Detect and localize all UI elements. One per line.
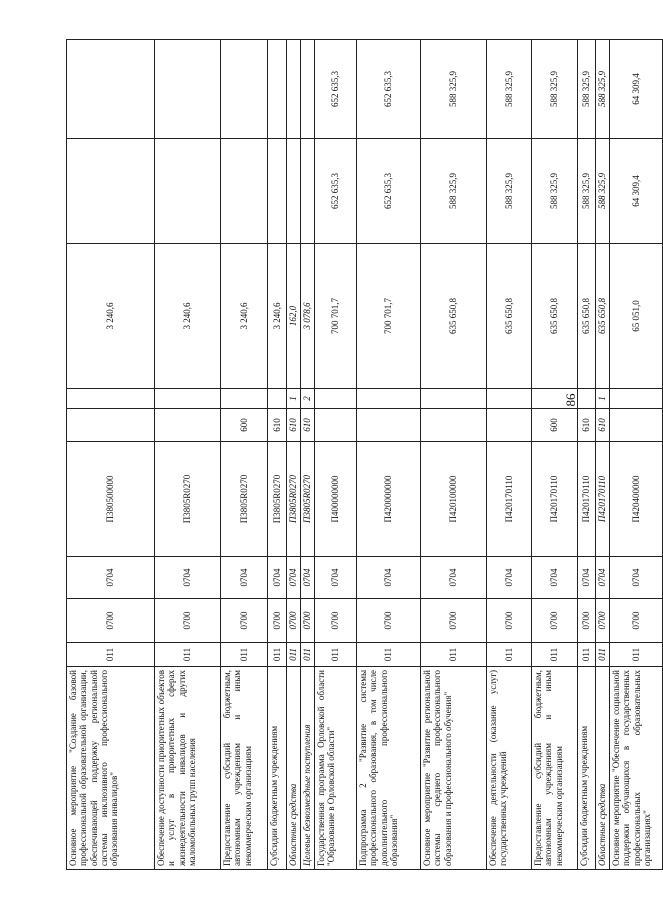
grbs-code: 011 [596,643,610,667]
expense-type: 610 [596,409,610,442]
table-row [532,40,578,870]
expense-type [487,409,532,442]
page-number: 86 [563,393,578,407]
budget-table [66,39,663,870]
table-row [578,40,596,870]
row-name: Субсидии бюджетным учреждениям [578,667,596,870]
section-code: 0700 [421,599,487,643]
amount-year-3: 652 635,3 [315,40,357,139]
source-code: 2 [301,389,315,409]
table-row [268,40,287,870]
subsection-code: 0704 [287,557,301,599]
amount-year-1: 635 650,8 [421,244,487,389]
subsection-code: 0704 [421,557,487,599]
target-article: П3805R0270 [221,442,268,557]
target-article: П420170110 [578,442,596,557]
amount-year-2: 64 309,4 [610,139,663,244]
section-code: 0700 [315,599,357,643]
source-code [268,389,287,409]
grbs-code: 011 [532,643,578,667]
table-row [357,40,421,870]
section-code: 0700 [610,599,663,643]
amount-year-3 [287,40,301,139]
amount-year-1: 162,0 [287,244,301,389]
grbs-code: 011 [487,643,532,667]
source-code [487,389,532,409]
table-row [596,40,610,870]
amount-year-2 [67,139,155,244]
amount-year-2: 588 325,9 [596,139,610,244]
source-code: 1 [596,389,610,409]
grbs-code: 011 [610,643,663,667]
row-name: Областные средства [287,667,301,870]
amount-year-2: 652 635,3 [315,139,357,244]
expense-type: 600 [221,409,268,442]
grbs-code: 011 [578,643,596,667]
source-code [315,389,357,409]
target-article: П3805R0270 [268,442,287,557]
subsection-code: 0704 [155,557,221,599]
grbs-code: 011 [67,643,155,667]
amount-year-3 [221,40,268,139]
subsection-code: 0704 [67,557,155,599]
source-code [532,389,578,409]
section-code: 0700 [155,599,221,643]
target-article: П400000000 [315,442,357,557]
expense-type: 610 [287,409,301,442]
source-code [610,389,663,409]
expense-type [67,409,155,442]
row-name: Обеспечение доступности приоритетных объектов и услуг в приоритетных сферах жизнедеятельности инвалидов и других маломобильных групп населения [155,667,221,870]
amount-year-2: 588 325,9 [532,139,578,244]
amount-year-1: 635 650,8 [578,244,596,389]
amount-year-2: 588 325,9 [421,139,487,244]
grbs-code: 011 [155,643,221,667]
table-row [221,40,268,870]
amount-year-3: 588 325,9 [596,40,610,139]
table-row [610,40,663,870]
amount-year-1: 635 650,8 [532,244,578,389]
amount-year-1: 700 701,7 [357,244,421,389]
subsection-code: 0704 [357,557,421,599]
row-name: Основное мероприятие "Создание базовой профессиональной образовательной организации, обеспечивающей поддержку региональной системы инклюзивного профессионального образования инвалидов" [67,667,155,870]
amount-year-1: 3 240,6 [221,244,268,389]
budget-table-container [66,40,653,870]
amount-year-2 [301,139,315,244]
source-code [67,389,155,409]
target-article: П380500000 [67,442,155,557]
table-row [155,40,221,870]
expense-type [357,409,421,442]
amount-year-1: 635 650,8 [596,244,610,389]
source-code: 1 [287,389,301,409]
row-name: Государственная программа Орловской области "Образование в Орловской области" [315,667,357,870]
table-row [301,40,315,870]
amount-year-1: 65 051,0 [610,244,663,389]
target-article: П420170110 [487,442,532,557]
amount-year-2: 652 635,3 [357,139,421,244]
expense-type: 610 [268,409,287,442]
target-article: П420400000 [610,442,663,557]
grbs-code: 011 [287,643,301,667]
section-code: 0700 [67,599,155,643]
row-name: Основное мероприятие "Развитие региональной системы среднего профессионального образования и профессионального обучения" [421,667,487,870]
amount-year-3 [67,40,155,139]
subsection-code: 0704 [301,557,315,599]
row-name: Областные средства [596,667,610,870]
source-code [578,389,596,409]
amount-year-1: 700 701,7 [315,244,357,389]
target-article: П3805R0270 [301,442,315,557]
amount-year-3: 64 309,4 [610,40,663,139]
section-code: 0700 [578,599,596,643]
amount-year-2 [287,139,301,244]
section-code: 0700 [532,599,578,643]
section-code: 0700 [301,599,315,643]
grbs-code: 011 [357,643,421,667]
grbs-code: 011 [315,643,357,667]
amount-year-2: 588 325,9 [487,139,532,244]
expense-type [315,409,357,442]
amount-year-3: 652 635,3 [357,40,421,139]
amount-year-1: 3 078,6 [301,244,315,389]
row-name: Субсидии бюджетным учреждениям [268,667,287,870]
subsection-code: 0704 [315,557,357,599]
table-row [287,40,301,870]
subsection-code: 0704 [487,557,532,599]
row-name: Предоставление субсидий бюджетным, автономным учреждениям и иным некоммерческим организациям [532,667,578,870]
expense-type [421,409,487,442]
table-row [421,40,487,870]
expense-type [610,409,663,442]
subsection-code: 0704 [268,557,287,599]
target-article: П420170110 [596,442,610,557]
grbs-code: 011 [421,643,487,667]
subsection-code: 0704 [610,557,663,599]
amount-year-2 [155,139,221,244]
grbs-code: 011 [221,643,268,667]
amount-year-3 [301,40,315,139]
table-body [67,40,663,870]
grbs-code: 011 [268,643,287,667]
amount-year-1: 3 240,6 [155,244,221,389]
amount-year-3 [155,40,221,139]
target-article: П420170110 [532,442,578,557]
subsection-code: 0704 [578,557,596,599]
section-code: 0700 [268,599,287,643]
amount-year-2 [268,139,287,244]
amount-year-3 [268,40,287,139]
table-row [315,40,357,870]
expense-type: 600 [532,409,578,442]
expense-type: 610 [301,409,315,442]
grbs-code: 011 [301,643,315,667]
row-name: Обеспечение деятельности (оказание услуг) государственных учреждений [487,667,532,870]
row-name: Подпрограмма 2 "Развитие системы профессионального образования, в том числе дополнительного профессионального образования" [357,667,421,870]
source-code [155,389,221,409]
table-row [67,40,155,870]
subsection-code: 0704 [532,557,578,599]
amount-year-3: 588 325,9 [532,40,578,139]
row-name: Основное мероприятие "Обеспечение социальной поддержки обучающихся в государственных профессиональных образовательных организациях" [610,667,663,870]
row-name: Предоставление субсидий бюджетным, автономным учреждениям и иным некоммерческим организациям [221,667,268,870]
section-code: 0700 [487,599,532,643]
amount-year-3: 588 325,9 [421,40,487,139]
target-article: П420100000 [421,442,487,557]
source-code [421,389,487,409]
table-row [487,40,532,870]
amount-year-1: 3 240,6 [67,244,155,389]
subsection-code: 0704 [596,557,610,599]
amount-year-2 [221,139,268,244]
expense-type [155,409,221,442]
target-article: П420000000 [357,442,421,557]
amount-year-1: 3 240,6 [268,244,287,389]
target-article: П3805R0270 [287,442,301,557]
amount-year-3: 588 325,9 [578,40,596,139]
row-name: Целевые безвозмездные поступления [301,667,315,870]
amount-year-1: 635 650,8 [487,244,532,389]
amount-year-3: 588 325,9 [487,40,532,139]
expense-type: 610 [578,409,596,442]
section-code: 0700 [357,599,421,643]
target-article: П3805R0270 [155,442,221,557]
source-code [221,389,268,409]
subsection-code: 0704 [221,557,268,599]
section-code: 0700 [221,599,268,643]
amount-year-2: 588 325,9 [578,139,596,244]
source-code [357,389,421,409]
section-code: 0700 [287,599,301,643]
section-code: 0700 [596,599,610,643]
